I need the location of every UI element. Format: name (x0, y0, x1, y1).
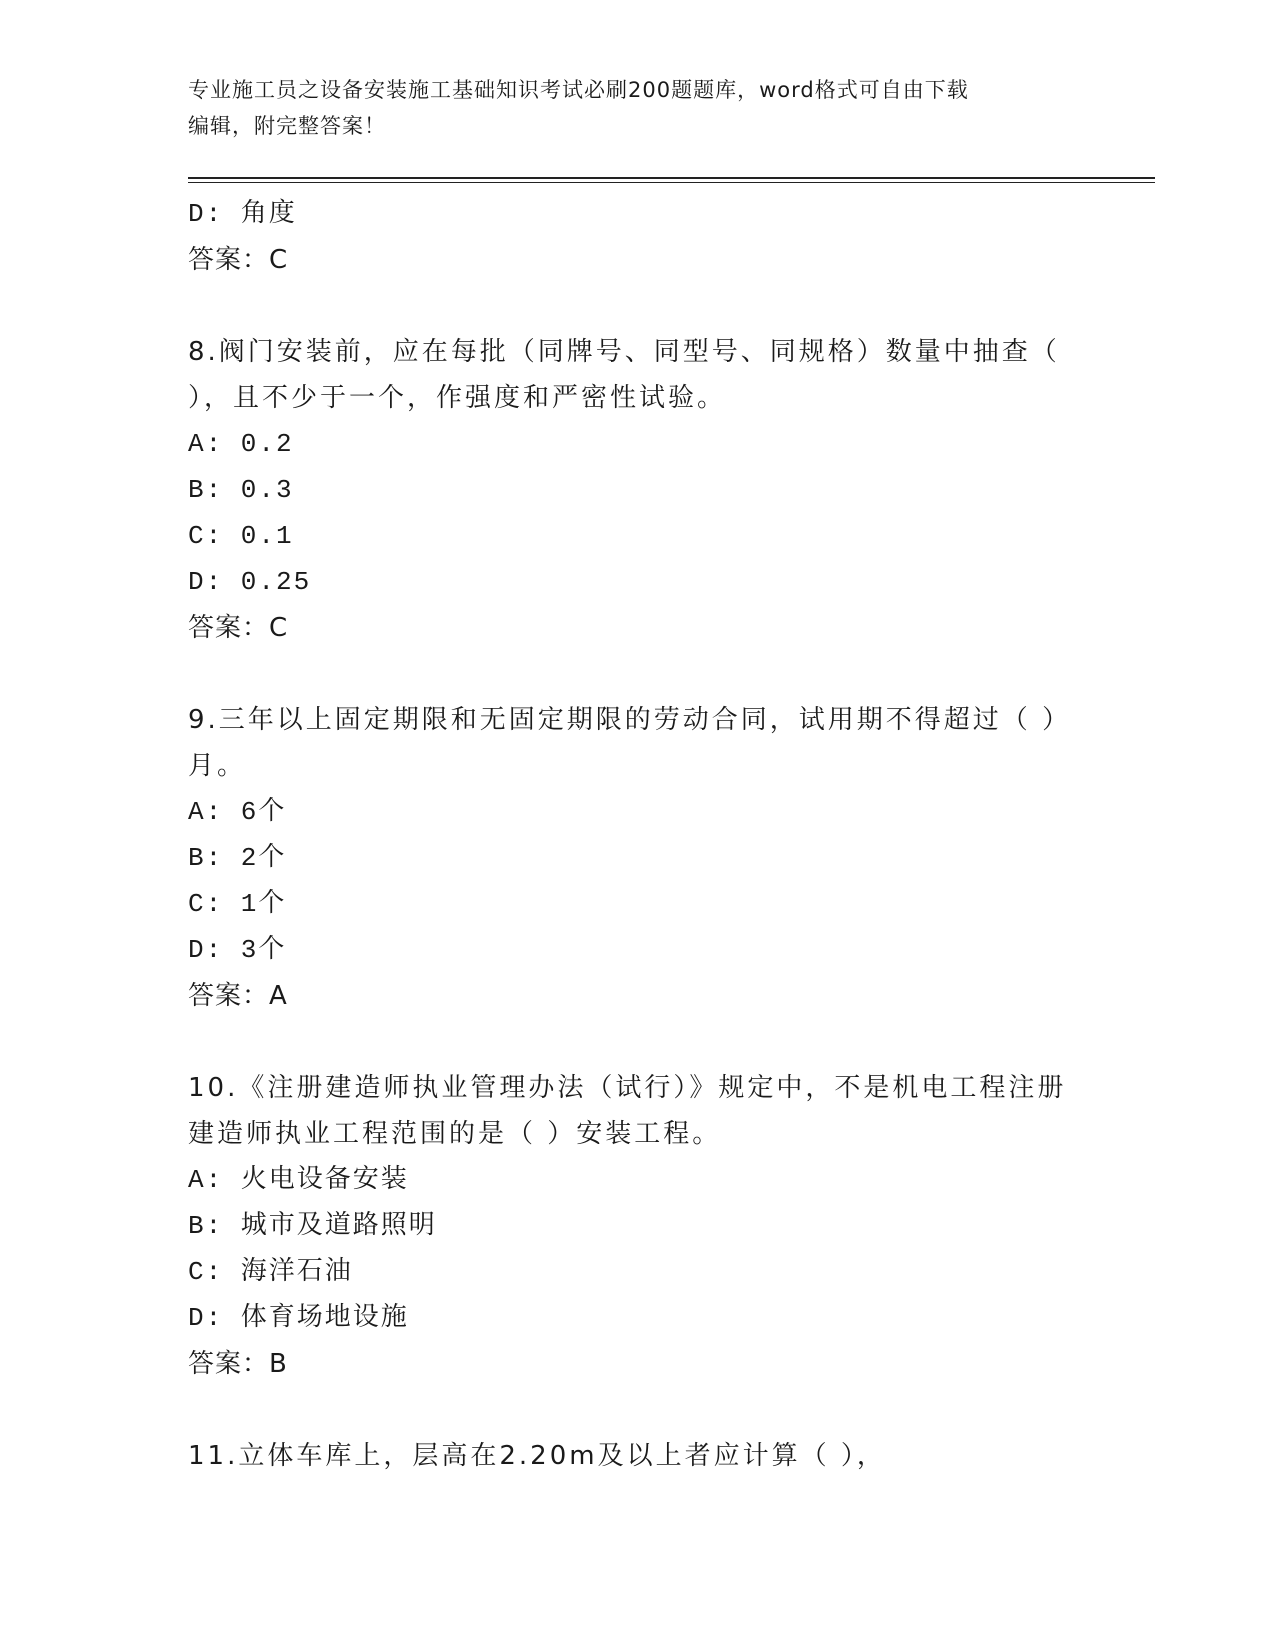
q8-option-a: A: 0.2 (188, 429, 294, 459)
q10-option-d: D: 体育场地设施 (188, 1303, 409, 1333)
q9-option-d: D: 3个 (188, 935, 287, 965)
header-line-1: 专业施工员之设备安装施工基础知识考试必刷200题题库，word格式可自由下载 (188, 78, 969, 102)
q9-answer: 答案：A (188, 981, 288, 1011)
header-divider-thin (188, 182, 1155, 183)
q9-option-c: C: 1个 (188, 889, 287, 919)
q8-option-c: C: 0.1 (188, 521, 294, 551)
spacer (188, 1387, 1088, 1433)
q7-answer: 答案：C (188, 245, 289, 275)
question-10 (188, 1065, 1088, 1387)
q9-text-line-2: 月。 (188, 751, 247, 781)
header-divider-thick (188, 177, 1155, 179)
q8-answer: 答案：C (188, 613, 289, 643)
q7-option-d: D: 角度 (188, 199, 297, 229)
question-11 (188, 1433, 1088, 1479)
question-9 (188, 697, 1088, 1019)
q10-text-line-1: 10.《注册建造师执业管理办法（试行）》规定中，不是机电工程注册 (188, 1073, 1067, 1103)
q9-option-a: A: 6个 (188, 797, 287, 827)
header-line-2: 编辑，附完整答案！ (188, 114, 386, 138)
spacer (188, 651, 1088, 697)
q8-option-d: D: 0.25 (188, 567, 312, 597)
q10-text-line-2: 建造师执业工程范围的是（ ）安装工程。 (188, 1119, 722, 1149)
q10-answer: 答案：B (188, 1349, 288, 1379)
q9-option-b: B: 2个 (188, 843, 287, 873)
document-header (188, 72, 1088, 144)
q8-text-line-1: 8.阀门安装前，应在每批（同牌号、同型号、同规格）数量中抽查（ (188, 337, 1060, 367)
q8-option-b: B: 0.3 (188, 475, 294, 505)
q10-option-c: C: 海洋石油 (188, 1257, 353, 1287)
document-body (188, 191, 1088, 1479)
spacer (188, 283, 1088, 329)
spacer (188, 1019, 1088, 1065)
q11-text-line-1: 11.立体车库上，层高在2.20m及以上者应计算（ ）， (188, 1441, 886, 1471)
q9-text-line-1: 9.三年以上固定期限和无固定期限的劳动合同，试用期不得超过（ ） (188, 705, 1072, 735)
question-8 (188, 329, 1088, 651)
q10-option-b: B: 城市及道路照明 (188, 1211, 437, 1241)
q8-text-line-2: ），且不少于一个，作强度和严密性试验。 (188, 383, 727, 413)
q10-option-a: A: 火电设备安装 (188, 1165, 409, 1195)
question-7-tail (188, 191, 1088, 283)
